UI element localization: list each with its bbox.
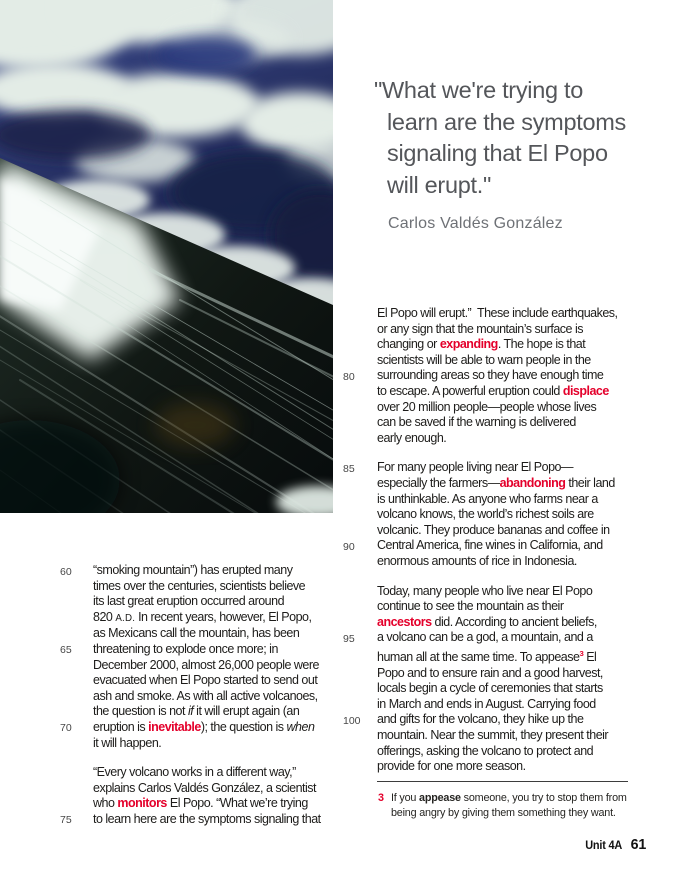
text: “smoking mountain”) has erupted many (93, 563, 293, 577)
volcano-photo-illustration (0, 0, 333, 513)
text: it will erupt again (an (193, 704, 300, 719)
text: explains Carlos Valdés González, a scientist (93, 780, 317, 795)
body-line (343, 666, 663, 682)
volcano-photo (0, 0, 333, 513)
unit-label: Unit 4A (585, 840, 622, 852)
body-line (343, 400, 663, 416)
text: eruption is (93, 719, 149, 734)
body-line (60, 812, 350, 828)
body-line (60, 704, 350, 720)
body-line (343, 337, 663, 353)
body-line (60, 781, 350, 797)
body-line (343, 646, 663, 666)
body-line (343, 384, 663, 400)
body-line (60, 765, 350, 781)
styled-text: if (187, 704, 194, 719)
footnote-number: 3 (378, 792, 384, 804)
body-line (60, 610, 350, 627)
text: a volcano can be a god, a mountain, and a (377, 630, 593, 645)
line-number: 95 (343, 632, 355, 645)
body-line (60, 796, 350, 812)
line-number: 80 (343, 370, 355, 383)
pull-quote-attribution: Carlos Valdés González (388, 215, 563, 232)
text: the question is not (93, 704, 188, 719)
body-line (60, 658, 350, 674)
text: threatening to explode once more; in (93, 641, 278, 656)
text: did. According to ancient beliefs, (431, 614, 597, 629)
paragraph (60, 765, 350, 827)
body-line (60, 594, 350, 610)
text: someone, you try to stop them from (460, 792, 627, 804)
text: continue to see the mountain as their (377, 599, 564, 614)
body-line (60, 563, 350, 579)
paragraph (343, 460, 663, 569)
page-footer (585, 836, 646, 853)
text: If you (391, 792, 420, 804)
text: offerings, asking the volcano to protect and (377, 743, 594, 758)
text: provide for one more season. (377, 759, 526, 774)
text: its last great eruption occurred around (93, 594, 285, 609)
body-line (343, 322, 663, 338)
text: is unthinkable. As anyone who farms near a (377, 491, 598, 506)
text: being angry by giving them something they want. (391, 807, 616, 819)
text: scientists will be able to warn people in the (377, 352, 591, 367)
body-line (343, 744, 663, 760)
text: 820 (93, 609, 116, 624)
body-line (343, 415, 663, 431)
text: mountain. Near the summit, they present their (377, 728, 609, 742)
styled-text: monitors (117, 796, 167, 811)
body-line (60, 579, 350, 595)
body-line (343, 697, 663, 713)
text: who (93, 796, 118, 811)
body-line (343, 599, 663, 615)
body-line (343, 353, 663, 369)
line-number: 70 (60, 722, 72, 735)
line-number: 75 (60, 814, 72, 827)
text: Today, many people who live near El Popo (377, 583, 593, 598)
text: it will happen. (93, 735, 162, 750)
paragraph (343, 306, 663, 446)
text: El (583, 650, 597, 665)
text: can be saved if the warning is delivered (377, 415, 576, 430)
body-line (343, 630, 663, 646)
line-number: 100 (343, 714, 361, 727)
left-text-column (60, 563, 350, 828)
text: to learn here are the symptoms signaling that (93, 811, 321, 826)
text: to escape. A powerful eruption could (377, 383, 563, 398)
text: early enough. (377, 430, 447, 445)
styled-text: A.D. (115, 612, 136, 624)
footnote-line (377, 791, 629, 806)
line-number: 90 (343, 540, 355, 553)
text: El Popo. “What we’re trying (166, 796, 308, 811)
page-number: 61 (630, 836, 646, 853)
styled-text: ancestors (377, 614, 432, 629)
footnote-line (377, 806, 629, 821)
body-line (60, 626, 350, 642)
text: For many people living near El Popo— (377, 460, 574, 475)
text: locals begin a cycle of ceremonies that starts (377, 681, 603, 696)
body-line (343, 554, 663, 570)
body-line (343, 584, 663, 600)
body-line (60, 689, 350, 705)
body-line (343, 507, 663, 523)
footnote (377, 781, 629, 821)
styled-text: displace (562, 383, 609, 398)
body-line (343, 523, 663, 539)
styled-text: expanding (439, 337, 498, 352)
text: In recent years, however, El Popo, (135, 609, 312, 624)
body-line (343, 431, 663, 447)
pull-quote (374, 75, 674, 201)
text: volcano knows, the world’s richest soils are (377, 507, 594, 522)
pull-quote-line: signaling that El Popo (387, 140, 608, 166)
text: surrounding areas so they have enough time (377, 368, 604, 383)
text: human all at the same time. To appease (377, 650, 580, 665)
body-line (343, 681, 663, 697)
text: over 20 million people—people whose lives (377, 399, 597, 414)
styled-text: when (286, 719, 315, 734)
styled-text: 3 (579, 648, 584, 658)
pull-quote-line: learn are the symptoms (387, 108, 626, 135)
line-number: 85 (343, 462, 355, 475)
body-line (343, 712, 663, 728)
text: in March and ends in August. Carrying food (377, 696, 596, 711)
body-line (343, 460, 663, 476)
text: especially the farmers— (377, 475, 500, 490)
body-line (343, 615, 663, 631)
body-line (60, 673, 350, 689)
text: times over the centuries, scientists believe (93, 578, 306, 593)
footnote-body (377, 791, 629, 821)
text: and gifts for the volcano, they hike up the (377, 712, 584, 727)
body-line (60, 736, 350, 752)
styled-text: appease (419, 792, 461, 804)
text: El Popo will erupt.” These include earthquakes, (377, 306, 618, 320)
text: evacuated when El Popo started to send out (93, 673, 318, 688)
text: Popo and to ensure rain and a good harvest, (377, 665, 603, 680)
body-line (343, 368, 663, 384)
text: changing or (377, 337, 440, 352)
text: . The hope is that (497, 337, 586, 352)
body-line (343, 538, 663, 554)
body-line (60, 642, 350, 658)
body-line (343, 728, 663, 744)
body-line (343, 759, 663, 775)
line-number: 60 (60, 565, 72, 578)
text: December 2000, almost 26,000 people were (93, 657, 319, 672)
text: their land (565, 475, 615, 490)
body-line (343, 492, 663, 508)
body-line (343, 476, 663, 492)
text: enormous amounts of rice in Indonesia. (377, 553, 577, 568)
right-text-column (343, 306, 663, 775)
text: ash and smoke. As with all active volcanoes, (93, 688, 318, 703)
pull-quote-line: will erupt." (387, 171, 491, 198)
text: or any sign that the mountain’s surface is (377, 321, 583, 336)
text: as Mexicans call the mountain, has been (93, 626, 300, 641)
body-line (343, 306, 663, 322)
footnote-rule (377, 781, 628, 782)
text: volcanic. They produce bananas and coffee in (377, 522, 610, 537)
text: “Every volcano works in a different way,” (93, 765, 296, 780)
body-line (60, 720, 350, 736)
text: Central America, fine wines in California, and (377, 538, 603, 553)
styled-text: inevitable (148, 719, 201, 734)
styled-text: abandoning (499, 475, 566, 490)
text: ); the question is (200, 719, 287, 734)
paragraph (60, 563, 350, 751)
paragraph (343, 584, 663, 775)
line-number: 65 (60, 644, 72, 657)
pull-quote-line: "What we're trying to (374, 77, 583, 103)
